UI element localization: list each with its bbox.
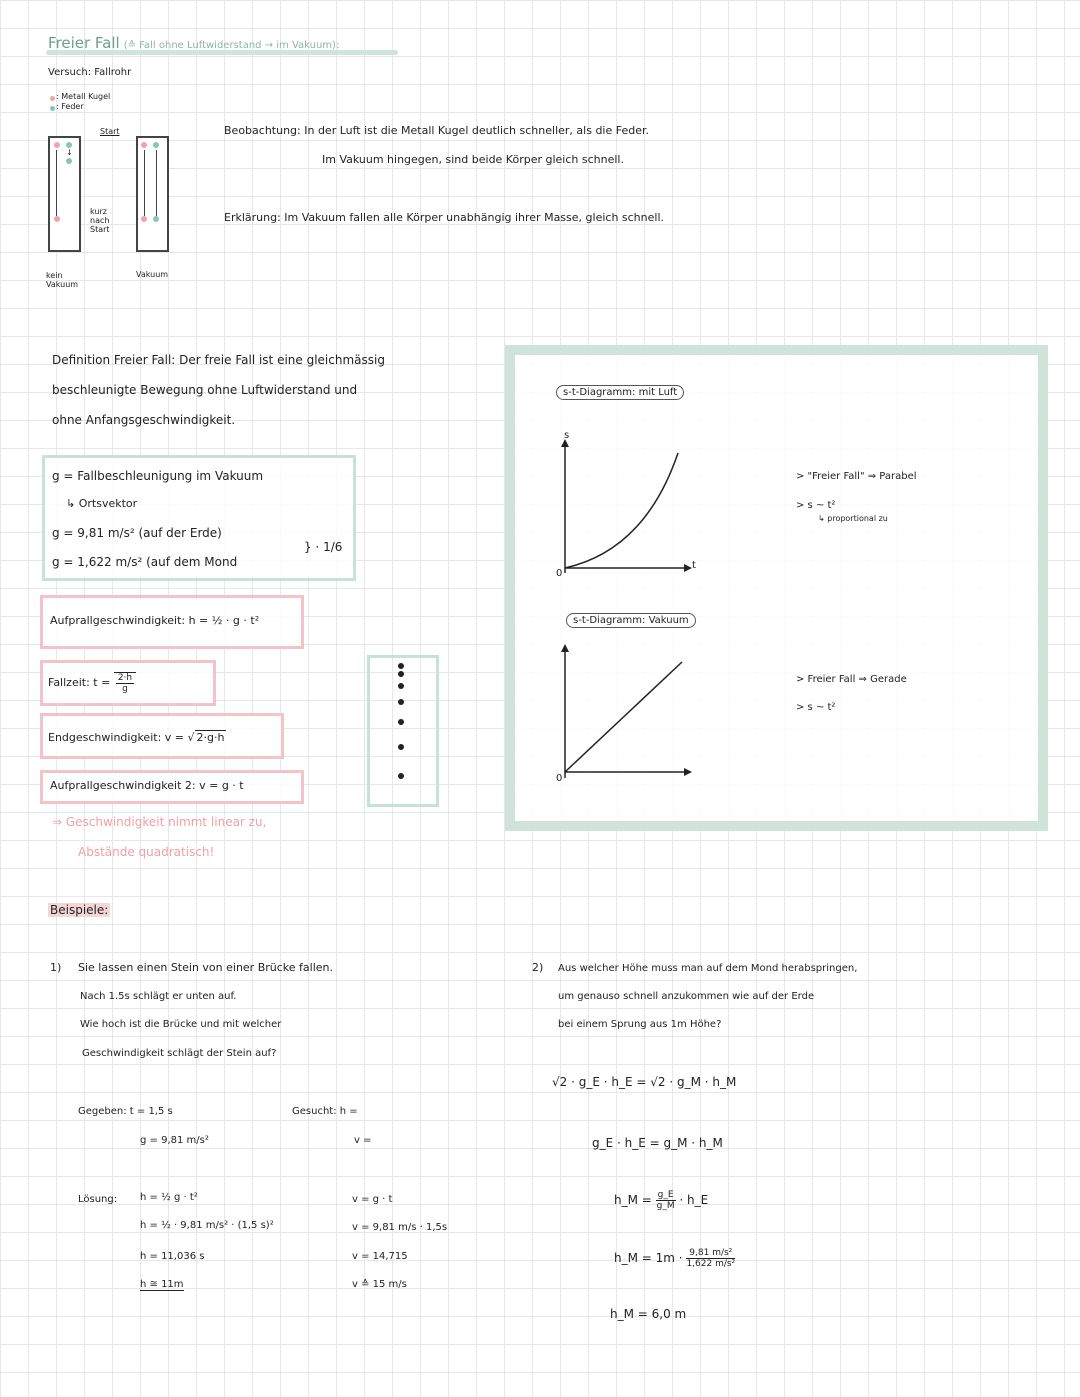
- tube-vacuum: [136, 136, 169, 252]
- strobe-dot: [398, 699, 404, 705]
- ex1-gesucht-h: Gesucht: h =: [292, 1106, 358, 1117]
- metal-ball-start: [54, 142, 60, 148]
- ex1-gesucht-v: v =: [354, 1135, 372, 1146]
- title-subtitle: (≙ Fall ohne Luftwiderstand → im Vakuum):: [123, 40, 340, 51]
- diagram2-x-arrow: [684, 768, 692, 776]
- feather-legend-dot: [50, 106, 55, 111]
- formula-4: Aufprallgeschwindigkeit 2: v = g · t: [50, 779, 244, 792]
- diagram1-origin: 0: [556, 568, 563, 579]
- ex2-step3: h_M = $\frac{g\_E}{g\_M}$ · h_E: [614, 1190, 709, 1211]
- diagram2-note2: > s ~ t²: [796, 702, 836, 713]
- ex1-line1: Sie lassen einen Stein von einer Brücke fallen.: [78, 961, 333, 974]
- beobachtung-line2: Im Vakuum hingegen, sind beide Körper gleich schnell.: [322, 153, 624, 166]
- metal-ball-legend-dot: [50, 96, 55, 101]
- ex2-result: h_M = 6,0 m: [610, 1307, 687, 1321]
- ex1-v4: v ≙ 15 m/s: [352, 1279, 407, 1290]
- ex1-v1: v = g · t: [352, 1194, 393, 1205]
- beispiele-heading: Beispiele:: [50, 903, 109, 917]
- metal-ball-bottom: [54, 216, 60, 222]
- g-moon: g = 1,622 m/s² (auf dem Mond: [52, 555, 238, 569]
- feather-mid: [66, 158, 72, 164]
- ex1-v2: v = 9,81 m/s · 1,5s: [352, 1222, 448, 1233]
- ex1-v3: v = 14,715: [352, 1251, 408, 1262]
- stroboscope-box: [367, 655, 439, 807]
- diagram1-title: s-t-Diagramm: mit Luft: [556, 385, 684, 400]
- formula-3: Endgeschwindigkeit: v = √ 2·g·h: [48, 731, 225, 744]
- erklaerung: Erklärung: Im Vakuum fallen alle Körper unabhängig ihrer Masse, gleich schnell.: [224, 211, 665, 224]
- g-ratio: } · 1/6: [304, 540, 343, 554]
- g-line2: ↳ Ortsvektor: [66, 497, 138, 510]
- strobe-dot: [398, 773, 404, 779]
- kurz-nach-start: kurz nach Start: [90, 207, 110, 234]
- diagram2-line: [565, 662, 682, 772]
- ex1-gegeben-g: g = 9,81 m/s²: [140, 1135, 209, 1146]
- metal-ball-vac-start: [141, 142, 147, 148]
- formula-1: Aufprallgeschwindigkeit: h = ½ · g · t²: [50, 614, 260, 627]
- diagram1-note1: > "Freier Fall" ⇒ Parabel: [796, 471, 917, 482]
- ex2-line1: Aus welcher Höhe muss man auf dem Mond herabspringen,: [558, 963, 858, 974]
- note-quadratic: Abstände quadratisch!: [78, 845, 215, 859]
- ex2-line2: um genauso schnell anzukommen wie auf der Erde: [558, 991, 815, 1002]
- g-line1: g = Fallbeschleunigung im Vakuum: [52, 469, 264, 483]
- formula-2: Fallzeit: t = $\frac{2\cdot h}{g}$: [48, 672, 136, 694]
- strobe-dot: [398, 663, 404, 669]
- ex2-step2: g_E · h_E = g_M · h_M: [592, 1136, 723, 1150]
- diagram1-note2: > s ~ t²: [796, 500, 836, 511]
- ex2-step4: h_M = 1m · $\frac{\text{9,81 m/s²}}{\text{1,622 m/s²}}$: [614, 1248, 736, 1269]
- diagram1-s-label: s: [564, 430, 570, 441]
- ex2-number: 2): [532, 961, 544, 974]
- versuch-label: Versuch: Fallrohr: [48, 67, 132, 78]
- fall-line: [56, 150, 57, 216]
- ex1-gegeben-t: Gegeben: t = 1,5 s: [78, 1106, 173, 1117]
- diagram1-chart: [550, 425, 710, 580]
- ex1-l4: h ≅ 11m: [140, 1279, 184, 1290]
- arrow-down-icon: ↓: [66, 148, 73, 157]
- ex1-line3: Wie hoch ist die Brücke und mit welcher: [80, 1019, 282, 1030]
- ex1-l1: h = ½ g · t²: [140, 1192, 198, 1203]
- diagram1-note3: ↳ proportional zu: [818, 514, 888, 523]
- ex1-line2: Nach 1.5s schlägt er unten auf.: [80, 991, 237, 1002]
- diagram1-parabola: [565, 453, 678, 568]
- definition-line1: Definition Freier Fall: Der freie Fall ist eine gleichmässig: [52, 353, 385, 367]
- strobe-dot: [398, 744, 404, 750]
- tube-air: [48, 136, 81, 252]
- ex1-loesung-label: Lösung:: [78, 1194, 118, 1205]
- definition-line3: ohne Anfangsgeschwindigkeit.: [52, 413, 236, 427]
- page-title: Freier Fall (≙ Fall ohne Luftwiderstand → im Vakuum):: [48, 34, 340, 52]
- fall-line-vac1: [144, 150, 145, 216]
- diagram1-x-arrow: [684, 564, 692, 572]
- feather-vac-bottom: [153, 216, 159, 222]
- metal-ball-vac-bottom: [141, 216, 147, 222]
- diagram2-chart: [550, 640, 710, 785]
- diagram2-origin: 0: [556, 773, 563, 784]
- diagram1-t-label: t: [692, 560, 696, 571]
- start-label: Start: [100, 127, 120, 136]
- strobe-dot: [398, 671, 404, 677]
- ex2-step1: √2 · g_E · h_E = √2 · g_M · h_M: [552, 1075, 737, 1089]
- vacuum-label: Vakuum: [136, 270, 169, 279]
- beobachtung-line1: Beobachtung: In der Luft ist die Metall Kugel deutlich schneller, als die Feder.: [224, 124, 649, 137]
- ex1-line4: Geschwindigkeit schlägt der Stein auf?: [82, 1048, 277, 1059]
- ex2-line3: bei einem Sprung aus 1m Höhe?: [558, 1019, 722, 1030]
- ex1-l2: h = ½ · 9,81 m/s² · (1,5 s)²: [140, 1220, 274, 1231]
- ex1-l3: h = 11,036 s: [140, 1251, 205, 1262]
- strobe-dot: [398, 719, 404, 725]
- legend-feather: : Feder: [56, 102, 84, 111]
- legend-metal: : Metall Kugel: [56, 92, 111, 101]
- feather-vac-start: [153, 142, 159, 148]
- diagram2-title: s-t-Diagramm: Vakuum: [566, 613, 696, 628]
- diagram2-note1: > Freier Fall ⇒ Gerade: [796, 674, 907, 685]
- ex1-number: 1): [50, 961, 62, 974]
- no-vacuum-label: kein Vakuum: [46, 271, 79, 289]
- strobe-dot: [398, 683, 404, 689]
- g-earth: g = 9,81 m/s² (auf der Erde): [52, 526, 222, 540]
- fall-line-vac2: [156, 150, 157, 216]
- note-linear: ⇒ Geschwindigkeit nimmt linear zu,: [52, 815, 267, 829]
- definition-line2: beschleunigte Bewegung ohne Luftwiderstand und: [52, 383, 358, 397]
- diagram2-y-arrow: [561, 644, 569, 652]
